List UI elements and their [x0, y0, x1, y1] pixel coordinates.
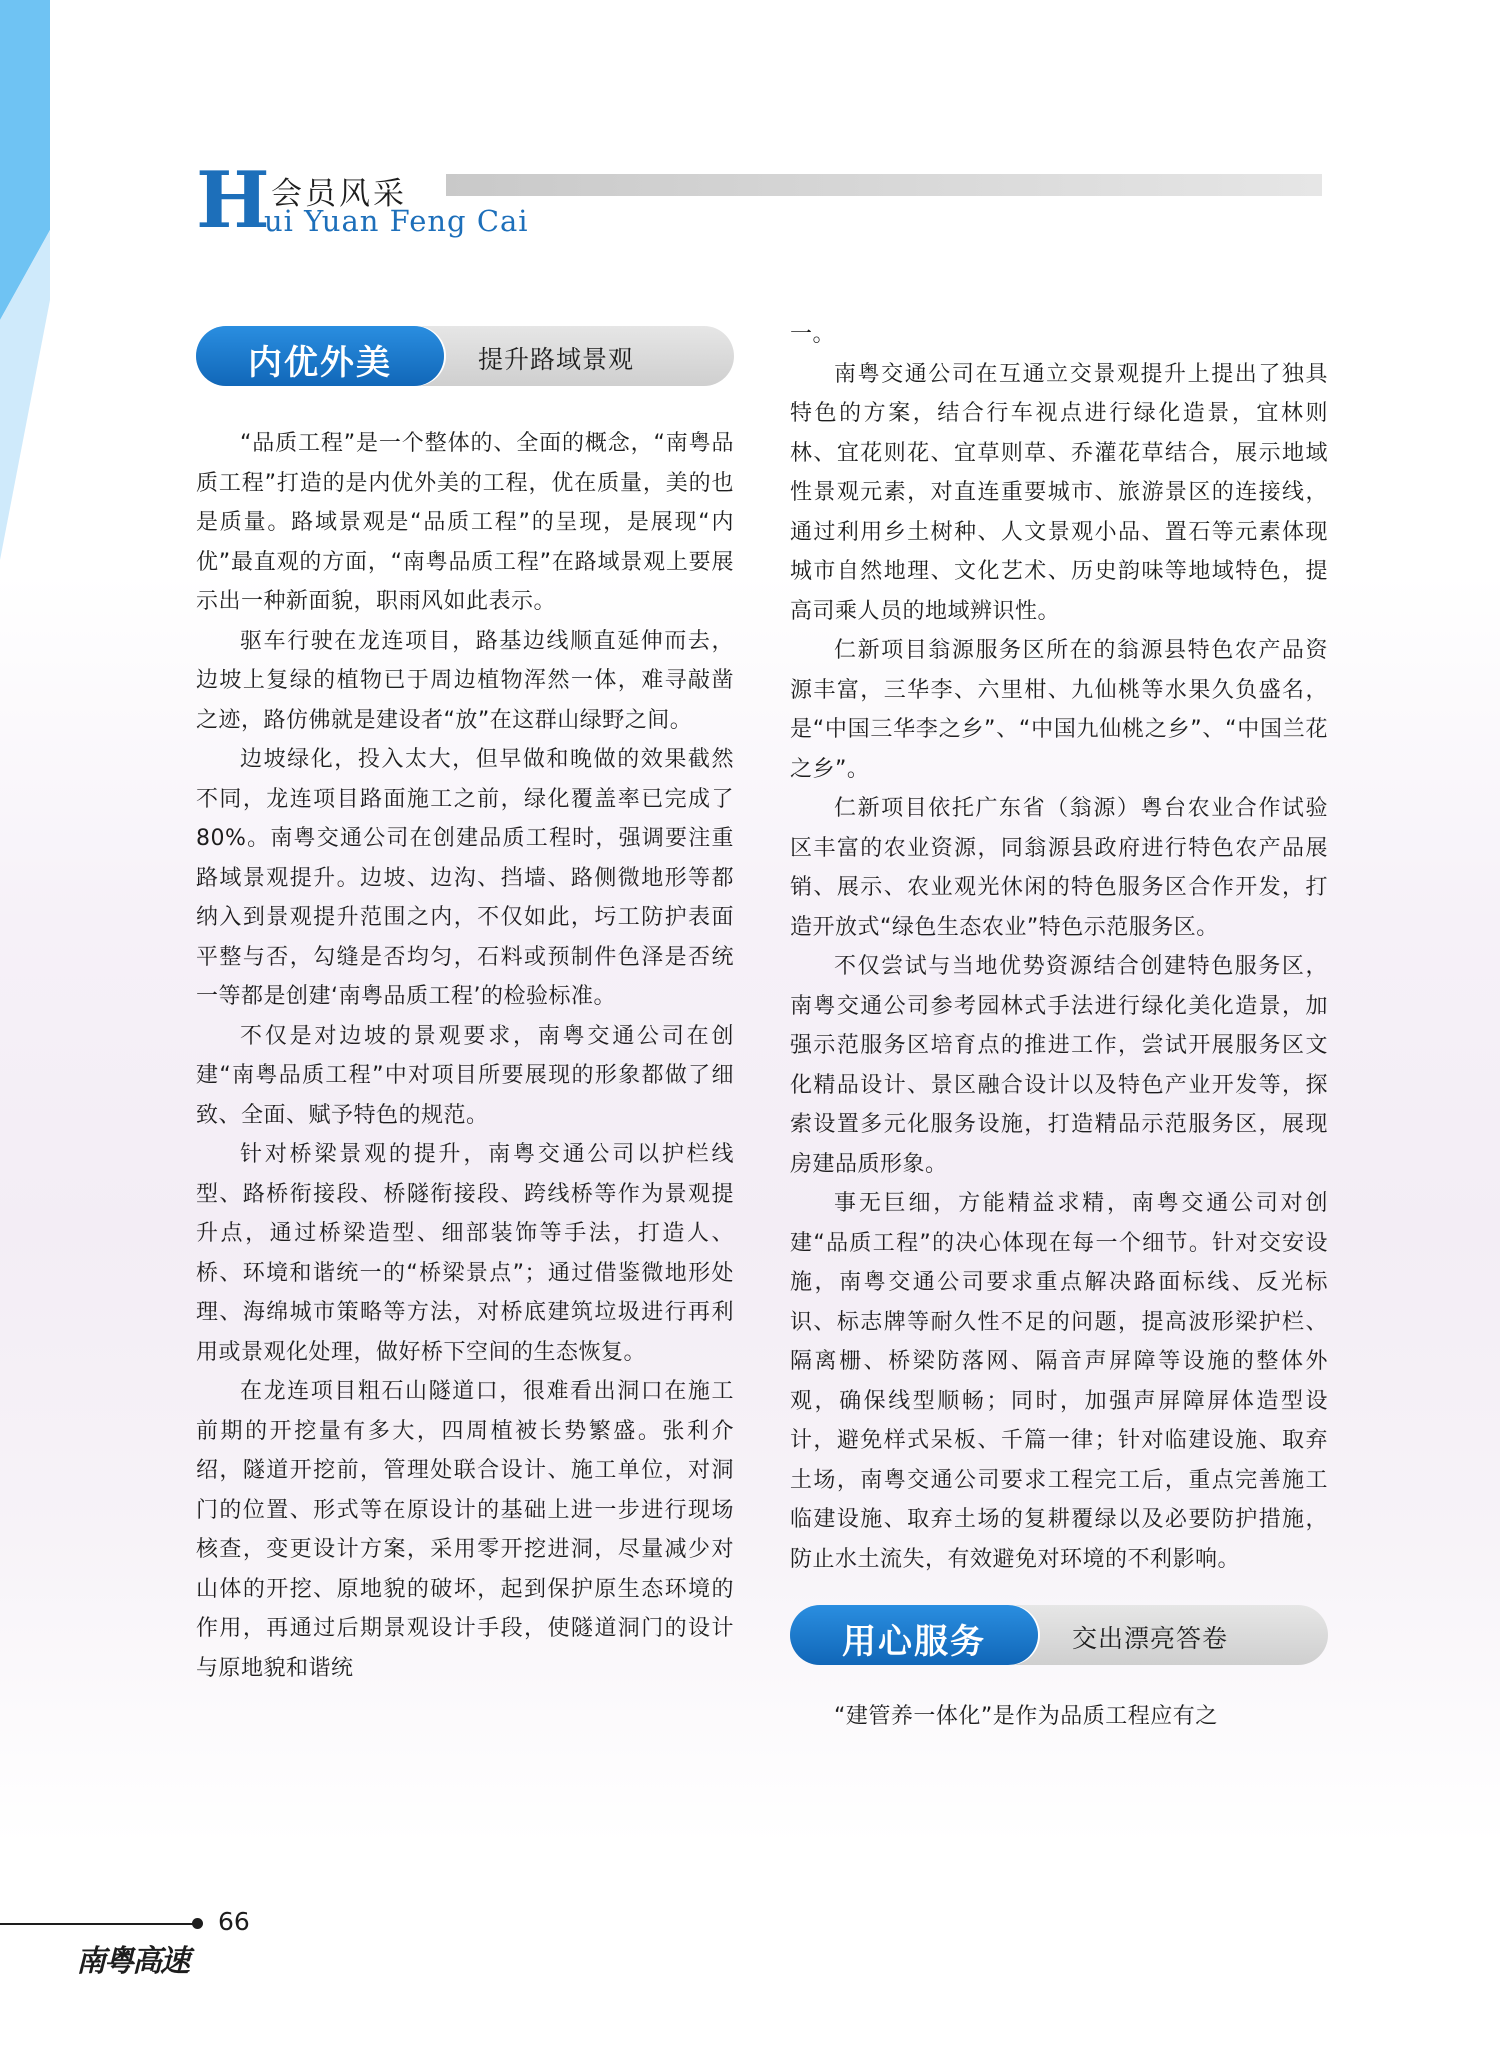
section-header: [196, 155, 1326, 246]
paragraph: 事无巨细，方能精益求精，南粤交通公司对创建“品质工程”的决心体现在每一个细节。针对交安设施，南粤交通公司要求重点解决路面标线、反光标识、标志牌等耐久性不足的问题，提高波形梁护栏、隔离栅、桥梁防落网、隔音声屏障等设施的整体外观，确保线型顺畅；同时，加强声屏障屏体造型设计，避免样式呆板、千篇一律；针对临建设施、取弃土场，南粤交通公司要求工程完工后，重点完善施工临建设施、取弃土场的复耕覆绿以及必要防护措施，防止水土流失，有效避免对环境的不利影响。: [790, 1191, 1328, 1572]
right-column: [790, 315, 1328, 1737]
corner-decoration: [0, 0, 120, 600]
header-title-en: ui Yuan Feng Cai: [264, 204, 529, 238]
header-bar: [446, 174, 1322, 196]
header-initial: H: [196, 155, 270, 246]
paragraph: 不仅是对边坡的景观要求，南粤交通公司在创建“南粤品质工程”中对项目所要展现的形象都做了细致、全面、赋予特色的规范。: [196, 1023, 734, 1128]
page-number: 66: [218, 1907, 250, 1936]
paragraph: 针对桥梁景观的提升，南粤交通公司以护栏线型、路桥衔接段、桥隧衔接段、跨线桥等作为景观提升点，通过桥梁造型、细部装饰等手法，打造人、桥、环境和谐统一的“桥梁景点”；通过借鉴微地形处理、海绵城市策略等方法，对桥底建筑垃圾进行再利用或景观化处理，做好桥下空间的生态恢复。: [196, 1142, 734, 1365]
paragraph-continued: 一。: [790, 322, 836, 347]
banner-title: 内优外美: [248, 343, 392, 383]
header-title-cn: 会员风采: [271, 176, 407, 212]
banner-title-pill: [196, 326, 444, 386]
footer-dot: [192, 1918, 203, 1929]
footer-rule: [0, 1923, 196, 1925]
banner-subtitle: 提升路域景观: [478, 345, 635, 374]
paragraph: 仁新项目依托广东省（翁源）粤台农业合作试验区丰富的农业资源，同翁源县政府进行特色农产品展销、展示、农业观光休闲的特色服务区合作开发，打造开放式“绿色生态农业”特色示范服务区。: [790, 796, 1328, 940]
paragraph: 边坡绿化，投入太大，但早做和晚做的效果截然不同，龙连项目路面施工之前，绿化覆盖率已完成了80%。南粤交通公司在创建品质工程时，强调要注重路域景观提升。边坡、边沟、挡墙、路侧微地形等都纳入到景观提升范围之内，不仅如此，圬工防护表面平整与否，勾缝是否均匀，石料或预制件色泽是否统一等都是创建‘南粤品质工程’的检验标准。: [196, 747, 734, 1009]
banner-title-pill: [790, 1605, 1038, 1665]
paragraph: 驱车行驶在龙连项目，路基边线顺直延伸而去，边坡上复绿的植物已于周边植物浑然一体，难寻敲凿之迹，路仿佛就是建设者“放”在这群山绿野之间。: [196, 628, 734, 733]
banner-title: 用心服务: [842, 1622, 986, 1662]
paragraph: 不仅尝试与当地优势资源结合创建特色服务区，南粤交通公司参考园林式手法进行绿化美化造景，加强示范服务区培育点的推进工作，尝试开展服务区文化精品设计、景区融合设计以及特色产业开发等，探索设置多元化服务设施，打造精品示范服务区，展现房建品质形象。: [790, 954, 1328, 1177]
banner-subtitle: 交出漂亮答卷: [1072, 1624, 1229, 1653]
paragraph: 在龙连项目粗石山隧道口，很难看出洞口在施工前期的开挖量有多大，四周植被长势繁盛。张利介绍，隧道开挖前，管理处联合设计、施工单位，对洞门的位置、形式等在原设计的基础上进一步进行现场核查，变更设计方案，采用零开挖进洞，尽量减少对山体的开挖、原地貌的破坏，起到保护原生态环境的作用，再通过后期景观设计手段，使隧道洞门的设计与原地貌和谐统: [196, 1379, 734, 1681]
paragraph: “品质工程”是一个整体的、全面的概念，“南粤品质工程”打造的是内优外美的工程，优在质量，美的也是质量。路域景观是“品质工程”的呈现，是展现“内优”最直观的方面，“南粤品质工程”在路域景观上要展示出一种新面貌，职雨风如此表示。: [196, 431, 734, 614]
paragraph: 仁新项目翁源服务区所在的翁源县特色农产品资源丰富，三华李、六里柑、九仙桃等水果久负盛名，是“中国三华李之乡”、“中国九仙桃之乡”、“中国兰花之乡”。: [790, 638, 1328, 782]
paragraph: “建管养一体化”是作为品质工程应有之: [834, 1704, 1218, 1729]
left-column: [196, 330, 734, 1688]
magazine-logo: 南粤高速: [76, 1944, 188, 1979]
paragraph: 南粤交通公司在互通立交景观提升上提出了独具特色的方案，结合行车视点进行绿化造景，宜林则林、宜花则花、宜草则草、乔灌花草结合，展示地域性景观元素，对直连重要城市、旅游景区的连接线，通过利用乡土树种、人文景观小品、置石等元素体现城市自然地理、文化艺术、历史韵味等地域特色，提高司乘人员的地域辨识性。: [790, 361, 1328, 624]
section-banner-2: [790, 1605, 1328, 1665]
section-banner-1: [196, 326, 734, 386]
